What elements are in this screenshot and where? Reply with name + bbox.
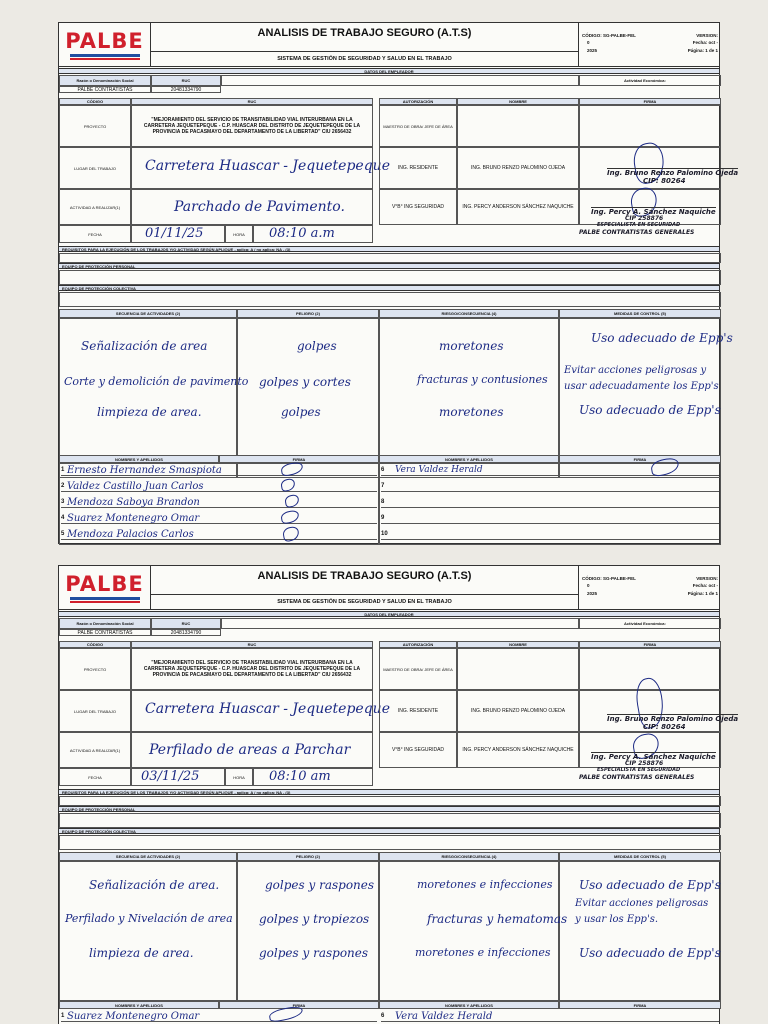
firma-header-2: FIRMA [559, 1001, 721, 1009]
time-value: 08:10 am [269, 769, 331, 784]
form-meta [579, 23, 721, 67]
activity-control-3: Uso adecuado de Epp's [579, 403, 721, 417]
activity-control-2: Evitar acciones peligrosas y usar los Epp's. [575, 898, 709, 925]
stamp-1-cip: CIP: 80264 [643, 723, 686, 731]
auth-name-1 [457, 105, 579, 147]
worker-row: 2 Valdez Castillo Juan Carlos [61, 481, 377, 492]
worker-row: 1 Ernesto Hernandez Smaspiota [61, 465, 377, 476]
epp-band: EQUIPO DE PROTECCIÓN PERSONAL [59, 263, 719, 269]
activity-seq-3: limpieza de area. [89, 946, 194, 960]
stamp-2-name: Ing. Percy A. Sánchez Naquiche [591, 753, 716, 761]
activity-risk-1: moretones e infecciones [417, 878, 553, 891]
fecha-label: FECHA [59, 768, 131, 786]
activity-hazard-2: golpes y tropiezos [259, 912, 370, 926]
activity-control-1: Uso adecuado de Epp's [579, 878, 721, 892]
actividad-economica-label: Actividad Económica: [579, 618, 721, 629]
requisitos-band: REQUISITOS PARA LA EJECUCIÓN DE LOS TRABAJOS Y/O ACTIVIDAD SEGÚN APLIQUE - aplica: A / no aplica: NA - (3) [59, 789, 719, 795]
stamp-2-cip: CIP 258876 [625, 760, 664, 767]
activity-risk-2: fracturas y contusiones [417, 373, 548, 386]
work-location: Carretera Huascar - Jequetepeque [145, 701, 390, 717]
auth-role-1: MAESTRO DE OBRA/ JEFE DE ÁREA [379, 105, 457, 147]
company-ruc: 20481334790 [151, 86, 221, 93]
epp-rows [59, 270, 721, 285]
auth-name-1 [457, 648, 579, 690]
lugar-label: LUGAR DEL TRABAJO [59, 147, 131, 189]
riesgo-header: RIESGO/CONSECUENCIA (4) [379, 309, 559, 318]
stamp-2-company: PALBE CONTRATISTAS GENERALES [579, 229, 695, 236]
autorizacion-label: AUTORIZACIÓN [379, 98, 457, 105]
worker-row: 5 Mendoza Palacios Carlos [61, 529, 377, 540]
epc-band: EQUIPO DE PROTECCIÓN COLECTIVA [59, 828, 719, 834]
activity-hazard-1: golpes [297, 339, 337, 353]
palbe-logo: PALBE [59, 566, 151, 610]
auth-role-3: V°B° ING SEGURIDAD [379, 189, 457, 225]
activity-control-1: Uso adecuado de Epp's [591, 331, 733, 345]
auth-role-1: MAESTRO DE OBRA/ JEFE DE ÁREA [379, 648, 457, 690]
firma-label: FIRMA [579, 641, 721, 648]
worker-row: 9 [381, 513, 719, 524]
project-name: "MEJORAMIENTO DEL SERVICIO DE TRANSITABILIDAD VIAL INTERURBANA EN LA CARRETERA JEQUETEPEQUE - C.P. HUASCAR DEL DISTRITO DE JEQUETEPEQUE DE LA PROVINCIA DE PACASMAYO DEL DEPARTAMENTO DE LA LIBERTAD" CIU 2656432 [131, 648, 373, 690]
form-title-block [151, 566, 579, 610]
version-label: VERSION: [696, 33, 718, 38]
nombre-label: NOMBRE [457, 98, 579, 105]
secuencia-header: SECUENCIA DE ACTIVIDADES (2) [59, 309, 237, 318]
actividad-economica-label: Actividad Económica: [579, 75, 721, 86]
firma-label: FIRMA [579, 98, 721, 105]
nombre-label: NOMBRE [457, 641, 579, 648]
worker-row: 6 Vera Valdez Herald [381, 1011, 719, 1022]
activity-hazard-1: golpes y raspones [265, 878, 375, 892]
worker-row: 3 Mendoza Saboya Brandon [61, 497, 377, 508]
company-ruc: 20481334790 [151, 629, 221, 636]
lugar-label: LUGAR DEL TRABAJO [59, 690, 131, 732]
year-value: 2025 [587, 591, 598, 596]
activity-seq-2: Corte y demolición de pavimento [64, 375, 249, 388]
activity-risk-3: moretones [439, 405, 504, 419]
nombres-header-2: NOMBRES Y APELLIDOS [379, 455, 559, 463]
worker-row: 10 [381, 529, 719, 540]
worker-row: 4 Suarez Montenegro Omar [61, 513, 377, 524]
version-value: 0 [587, 583, 590, 588]
hora-label: HORA [225, 225, 253, 243]
form-title: ANALISIS DE TRABAJO SEGURO (A.T.S) [257, 570, 472, 582]
requisitos-row [59, 253, 721, 263]
activity-seq-3: limpieza de area. [97, 405, 202, 419]
nombres-header: NOMBRES Y APELLIDOS [59, 1001, 219, 1009]
form-code: CÓDIGO: SG-PALBE-FEL [582, 33, 636, 38]
activity-risk-3: moretones e infecciones [415, 946, 551, 959]
epc-rows [59, 292, 721, 307]
medidas-header: MEDIDAS DE CONTROL (5) [559, 309, 721, 318]
ruc-label: RUC [151, 75, 221, 86]
version-value: 0 [587, 40, 590, 45]
activity-seq-1: Señalización de area [81, 339, 208, 353]
autorizacion-label: AUTORIZACIÓN [379, 641, 457, 648]
firma-header: FIRMA [219, 1001, 379, 1009]
stamp-2-role: ESPECIALISTA EN SEGURIDAD [597, 767, 681, 773]
razon-label: Razón o Denominación Social [59, 618, 151, 629]
activity-seq-1: Señalización de area. [89, 878, 220, 892]
ruc-label-2: RUC [131, 641, 373, 648]
page-number: Página: 1 de 1 [687, 48, 718, 53]
secuencia-header: SECUENCIA DE ACTIVIDADES (2) [59, 852, 237, 861]
year-value: 2025 [587, 48, 598, 53]
auth-name-3: ING. PERCY ANDERSON SÁNCHEZ NAQUICHE [457, 732, 579, 768]
form-code: CÓDIGO: SG-PALBE-FEL [582, 576, 636, 581]
epc-band: EQUIPO DE PROTECCIÓN COLECTIVA [59, 285, 719, 291]
activity-seq-2: Perfilado y Nivelación de area [65, 912, 233, 925]
riesgo-header: RIESGO/CONSECUENCIA (4) [379, 852, 559, 861]
firma-header-2: FIRMA [559, 455, 721, 463]
date-value: 03/11/25 [141, 769, 200, 784]
peligro-header: PELIGRO (2) [237, 309, 379, 318]
peligro-header: PELIGRO (2) [237, 852, 379, 861]
blank-cell [221, 618, 579, 629]
stamp-2-name: Ing. Percy A. Sánchez Naquiche [591, 208, 716, 216]
requisitos-row [59, 796, 721, 806]
employer-data-band: DATOS DEL EMPLEADOR [59, 611, 719, 617]
activity-control-2: Evitar acciones peligrosas y usar adecuadamente los Epp's [564, 365, 719, 392]
firma-header: FIRMA [219, 455, 379, 463]
hora-label: HORA [225, 768, 253, 786]
auth-name-2: ING. BRUNO RENZO PALOMINO OJEDA [457, 690, 579, 732]
worker-row: 7 [381, 481, 719, 492]
employer-data-band: DATOS DEL EMPLEADOR [59, 68, 719, 74]
company-name: PALBE CONTRATISTAS [59, 629, 151, 636]
ruc-label: RUC [151, 618, 221, 629]
activity-risk-1: moretones [439, 339, 504, 353]
form-title: ANALISIS DE TRABAJO SEGURO (A.T.S) [257, 27, 472, 39]
auth-role-2: ING. RESIDENTE [379, 690, 457, 732]
company-name: PALBE CONTRATISTAS [59, 86, 151, 93]
activity-hazard-3: golpes [281, 405, 321, 419]
form-subtitle: SISTEMA DE GESTIÓN DE SEGURIDAD Y SALUD EN EL TRABAJO [151, 594, 578, 610]
auth-name-2: ING. BRUNO RENZO PALOMINO OJEDA [457, 147, 579, 189]
actividad-label: ACTIVIDAD A REALIZAR(1) [59, 189, 131, 225]
fecha-label: FECHA [59, 225, 131, 243]
worker-row: 8 [381, 497, 719, 508]
epp-band: EQUIPO DE PROTECCIÓN PERSONAL [59, 806, 719, 812]
requisitos-band: REQUISITOS PARA LA EJECUCIÓN DE LOS TRABAJOS Y/O ACTIVIDAD SEGÚN APLIQUE - aplica: A / no aplica: NA - (3) [59, 246, 719, 252]
activity-hazard-2: golpes y cortes [259, 375, 351, 389]
form-header [59, 23, 719, 67]
proyecto-label: PROYECTO [59, 105, 131, 147]
blank-cell [221, 75, 579, 86]
activity-risk-2: fracturas y hematomas [427, 912, 568, 926]
worker-row: 6 Vera Valdez Herald [381, 465, 719, 476]
activity-hazard-3: golpes y raspones [259, 946, 369, 960]
auth-sign-1 [579, 105, 721, 147]
form-header [59, 566, 719, 610]
razon-label: Razón o Denominación Social [59, 75, 151, 86]
epc-rows [59, 835, 721, 850]
date-label: Fecha: oct - [692, 583, 718, 588]
auth-role-3: V°B° ING SEGURIDAD [379, 732, 457, 768]
stamp-2-company: PALBE CONTRATISTAS GENERALES [579, 774, 695, 781]
activity: Perfilado de areas a Parchar [149, 742, 351, 758]
proyecto-label: PROYECTO [59, 648, 131, 690]
stamp-2-cip: CIP 258876 [625, 215, 664, 222]
form-title-block [151, 23, 579, 67]
nombres-header-2: NOMBRES Y APELLIDOS [379, 1001, 559, 1009]
stamp-2-role: ESPECIALISTA EN SEGURIDAD [597, 222, 681, 228]
activity-control-3: Uso adecuado de Epp's [579, 946, 721, 960]
version-label: VERSION: [696, 576, 718, 581]
work-location: Carretera Huascar - Jequetepeque [145, 158, 390, 174]
form-meta [579, 566, 721, 610]
codigo-label: CÓDIGO [59, 641, 131, 648]
date-value: 01/11/25 [145, 226, 204, 241]
stamp-1-name: Ing. Bruno Renzo Palomino Ojeda [607, 169, 739, 177]
ats-form-page-2 [58, 565, 739, 1024]
project-name: "MEJORAMIENTO DEL SERVICIO DE TRANSITABILIDAD VIAL INTERURBANA EN LA CARRETERA JEQUETEPEQUE - C.P. HUASCAR DEL DISTRITO DE JEQUETEPEQUE DE LA PROVINCIA DE PACASMAYO DEL DEPARTAMENTO DE LA LIBERTAD" CIU 2656432 [131, 105, 373, 147]
form-subtitle: SISTEMA DE GESTIÓN DE SEGURIDAD Y SALUD EN EL TRABAJO [151, 51, 578, 67]
nombres-header: NOMBRES Y APELLIDOS [59, 455, 219, 463]
page-number: Página: 1 de 1 [687, 591, 718, 596]
auth-name-3: ING. PERCY ANDERSON SÁNCHEZ NAQUICHE [457, 189, 579, 225]
stamp-1-cip: CIP: 80264 [643, 177, 686, 185]
codigo-label: CÓDIGO [59, 98, 131, 105]
time-value: 08:10 a.m [269, 226, 335, 241]
medidas-header: MEDIDAS DE CONTROL (5) [559, 852, 721, 861]
epp-rows [59, 813, 721, 828]
ats-form-page-1 [58, 22, 739, 544]
auth-role-2: ING. RESIDENTE [379, 147, 457, 189]
palbe-logo: PALBE [59, 23, 151, 67]
ruc-label-2: RUC [131, 98, 373, 105]
actividad-label: ACTIVIDAD A REALIZAR(1) [59, 732, 131, 768]
stamp-1-name: Ing. Bruno Renzo Palomino Ojeda [607, 715, 739, 723]
worker-row: 1 Suarez Montenegro Omar [61, 1011, 377, 1022]
date-label: Fecha: oct - [692, 40, 718, 45]
activity: Parchado de Pavimento. [174, 199, 345, 215]
